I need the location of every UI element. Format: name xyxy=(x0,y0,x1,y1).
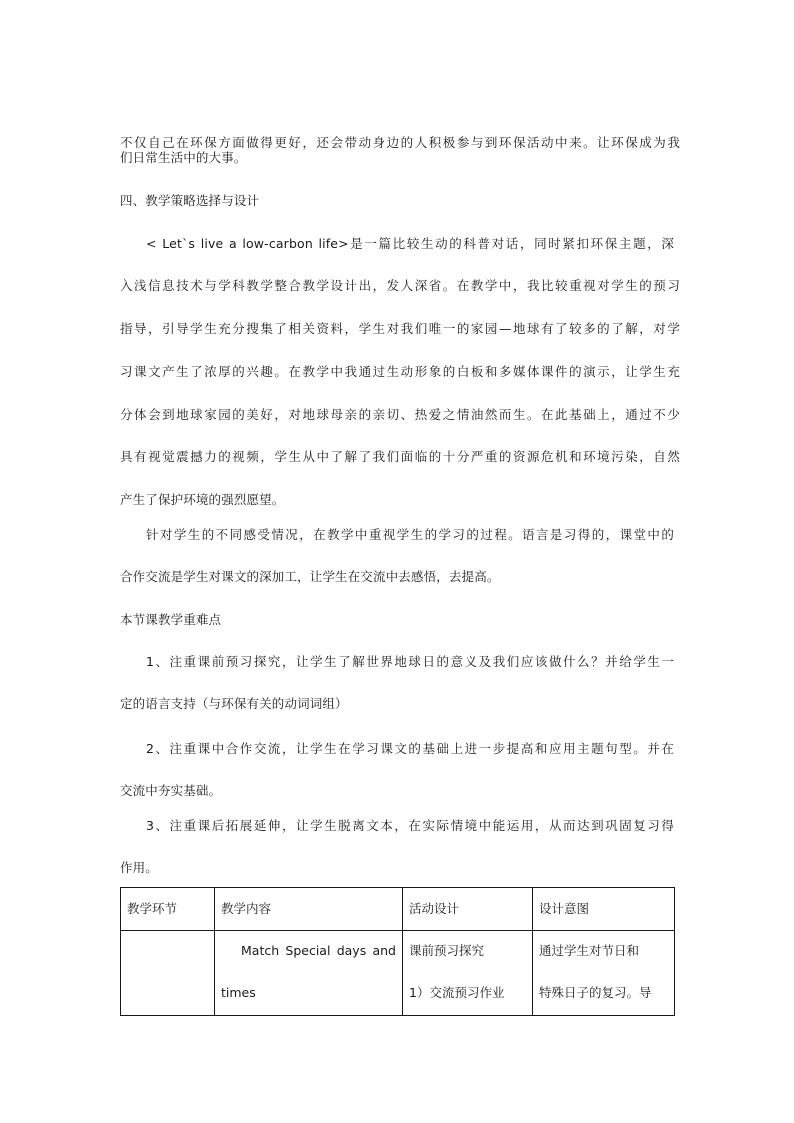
key-point-2-line-2: 交流中夯实基础。 xyxy=(120,783,222,798)
cell-activity-design xyxy=(403,931,533,1016)
intent-line-1: 通过学生对节日和 xyxy=(539,943,640,958)
header-activity-design: 活动设计 xyxy=(403,888,533,931)
key-point-2-line-1: 2、注重课中合作交流，让学生在学习课文的基础上进一步提高和应用主题句型。并在 xyxy=(146,741,674,756)
header-teaching-stage: 教学环节 xyxy=(121,888,215,931)
intro-paragraph-line-1: 不仅自己在环保方面做得更好，还会带动身边的人积极参与到环保活动中来。让环保成为我 xyxy=(120,135,680,150)
strategy-paragraph-line-7: 产生了保护环境的强烈愿望。 xyxy=(120,492,285,507)
cell-design-intent xyxy=(533,931,675,1016)
activity-line-2: 1）交流预习作业 xyxy=(409,985,505,1000)
intro-paragraph-line-2: 们日常生活中的大事。 xyxy=(120,150,247,165)
content-line-1: Match Special days and xyxy=(241,943,396,958)
table-header-row xyxy=(121,888,675,931)
lesson-plan-table xyxy=(120,887,675,1016)
key-point-1-line-2: 定的语言支持（与环保有关的动词词组） xyxy=(120,696,348,711)
key-point-1-line-1: 1、注重课前预习探究，让学生了解世界地球日的意义及我们应该做什么？并给学生一 xyxy=(146,654,674,669)
key-point-3-line-2: 作用。 xyxy=(120,860,158,875)
strategy-paragraph-line-3: 指导，引导学生充分搜集了相关资料，学生对我们唯一的家园—地球有了较多的了解，对学 xyxy=(120,321,680,336)
strategy-paragraph-line-2: 入浅信息技术与学科教学整合教学设计出，发人深省。在教学中，我比较重视对学生的预习 xyxy=(120,278,680,293)
section-four-heading: 四、教学策略选择与设计 xyxy=(120,193,260,208)
intent-line-2: 特殊日子的复习。导 xyxy=(539,985,652,1000)
activity-line-1: 课前预习探究 xyxy=(409,943,485,958)
strategy-paragraph-line-5: 分体会到地球家园的美好，对地球母亲的亲切、热爱之情油然而生。在此基础上，通过不少 xyxy=(120,407,680,422)
table-row xyxy=(121,931,675,1016)
key-points-heading: 本节课教学重难点 xyxy=(120,612,222,627)
header-design-intent: 设计意图 xyxy=(533,888,675,931)
strategy-paragraph-line-4: 习课文产生了浓厚的兴趣。在教学中我通过生动形象的白板和多媒体课件的演示，让学生充 xyxy=(120,364,680,379)
key-point-3-line-1: 3、注重课后拓展延伸，让学生脱离文本，在实际情境中能运用，从而达到巩固复习得 xyxy=(146,818,674,833)
content-line-2: times xyxy=(221,985,256,1000)
process-paragraph-line-1: 针对学生的不同感受情况，在教学中重视学生的学习的过程。语言是习得的，课堂中的 xyxy=(146,527,674,542)
header-teaching-content: 教学内容 xyxy=(215,888,403,931)
cell-teaching-content xyxy=(215,931,403,1016)
strategy-paragraph-line-6: 具有视觉震撼力的视频，学生从中了解了我们面临的十分严重的资源危机和环境污染，自然 xyxy=(120,449,680,464)
cell-teaching-stage xyxy=(121,931,215,1016)
process-paragraph-line-2: 合作交流是学生对课文的深加工，让学生在交流中去感悟，去提高。 xyxy=(120,569,500,584)
strategy-paragraph-line-1: < Let`s live a low-carbon life>是一篇比较生动的科普对话，同时紧扣环保主题，深 xyxy=(146,236,674,251)
